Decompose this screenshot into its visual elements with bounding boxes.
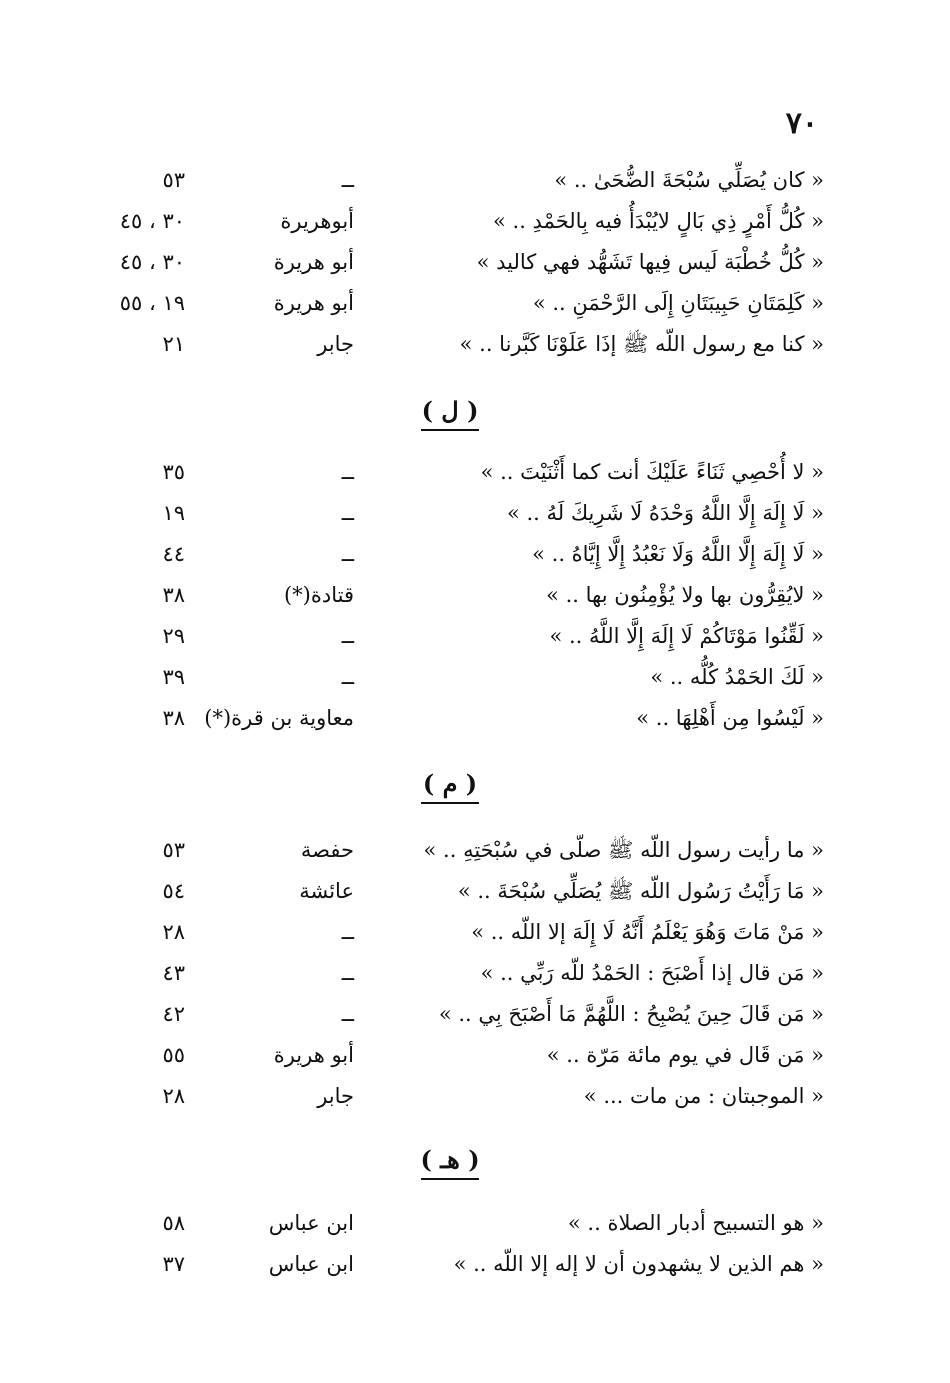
narrator: ــ (341, 542, 354, 566)
section-heading-label: ( ل ) (421, 396, 479, 425)
page-refs: ٥٣ (162, 168, 185, 192)
narrator: أبو هريرة (273, 291, 354, 315)
hadith-text: « مَن قال إذا أَصْبَحَ : الحَمْدُ للّه رَبِّي .. » (480, 961, 824, 985)
narrator: قتادة(*) (283, 583, 354, 607)
page-refs: ٣٥ (162, 460, 185, 484)
index-row (0, 283, 950, 324)
hadith-text: « كَلِمَتَانِ حَبِيبَتَانِ إِلَى الرَّحْمَنِ .. » (532, 291, 824, 315)
heading-underline (421, 429, 479, 431)
page-refs: ٣٨ (162, 706, 185, 730)
index-row (0, 201, 950, 242)
index-section-ha (0, 1203, 950, 1285)
index-row (0, 324, 950, 365)
page-refs: ٢٨ (162, 920, 185, 944)
narrator: ــ (341, 961, 354, 985)
index-row (0, 452, 950, 493)
index-row (0, 242, 950, 283)
index-section-lam (0, 452, 950, 739)
narrator: عائشة (299, 879, 354, 903)
index-row (0, 994, 950, 1035)
narrator: جابر (317, 1084, 354, 1108)
hadith-text: « كان يُصَلِّي سُبْحَةَ الضُّحَىٰ .. » (554, 168, 824, 192)
narrator: ــ (341, 920, 354, 944)
index-row (0, 160, 950, 201)
index-row (0, 1244, 950, 1285)
narrator: جابر (317, 332, 354, 356)
hadith-text: « لَا إِلَهَ إِلَّا اللَّهُ وَلَا نَعْبُدُ إِلَّا إِيَّاهُ .. » (532, 542, 824, 566)
index-row (0, 616, 950, 657)
page-refs: ٥٣ (162, 838, 185, 862)
narrator: أبو هريرة (273, 1043, 354, 1067)
section-heading-lam (420, 393, 480, 431)
index-row (0, 1076, 950, 1117)
narrator: أبو هريرة (273, 250, 354, 274)
hadith-text: « لا أُحْصِي ثَنَاءً عَلَيْكَ أنت كما أَثْنَيْتَ .. » (480, 460, 824, 484)
narrator: ابن عباس (268, 1252, 354, 1276)
page-refs: ٤٤ (162, 542, 185, 566)
narrator: ــ (341, 168, 354, 192)
page-refs: ١٩ (162, 501, 185, 525)
index-row (0, 493, 950, 534)
narrator: ــ (341, 501, 354, 525)
narrator: ــ (341, 460, 354, 484)
page-refs: ٣٧ (162, 1252, 185, 1276)
narrator: أبوهريرة (280, 209, 354, 233)
hadith-text: « هم الذين لا يشهدون أن لا إله إلا اللّه .. » (453, 1252, 824, 1276)
page-refs: ٥٨ (162, 1211, 185, 1235)
hadith-text: « كُلُّ أَمْرٍ ذِي بَالٍ لايُبْدَأُ فيه بِالحَمْدِ .. » (493, 209, 824, 233)
index-row (0, 1203, 950, 1244)
hadith-text: « ما رأيت رسول اللّه ﷺ صلّى في سُبْحَتِهِ .. » (423, 838, 824, 862)
page-refs: ٣٠ ، ٤٥ (119, 209, 185, 233)
page-refs: ٤٣ (162, 961, 185, 985)
hadith-text: « هو التسبيح أدبار الصلاة .. » (567, 1211, 824, 1235)
page-refs: ٥٤ (162, 879, 185, 903)
section-heading-mim (420, 766, 480, 804)
narrator: ــ (341, 665, 354, 689)
page-refs: ١٩ ، ٥٥ (119, 291, 185, 315)
hadith-text: « لَقِّنُوا مَوْتَاكُمْ لَا إِلَهَ إِلَّا اللَّهُ .. » (549, 624, 824, 648)
narrator: ــ (341, 624, 354, 648)
index-row (0, 830, 950, 871)
hadith-text: « كنا مع رسول اللّه ﷺ إذَا عَلَوْنَا كَبَّرنا .. » (459, 332, 824, 356)
index-section-kaf (0, 160, 950, 365)
index-row (0, 657, 950, 698)
heading-underline (421, 802, 479, 804)
hadith-text: « مَنْ مَاتَ وَهُوَ يَعْلَمُ أَنَّهُ لَا إِلَهَ إلا اللّه .. » (471, 920, 824, 944)
narrator: ــ (341, 1002, 354, 1026)
hadith-text: « مَن قَال في يوم مائة مَرّة .. » (546, 1043, 824, 1067)
page-refs: ٢٩ (162, 624, 185, 648)
hadith-text: « الموجبتان : من مات ... » (583, 1084, 824, 1108)
hadith-text: « لَا إِلَهَ إِلَّا اللَّهُ وَحْدَهُ لَا شَرِيكَ لَهُ .. » (506, 501, 824, 525)
narrator: معاوية بن قرة(*) (204, 706, 354, 730)
narrator: حفصة (300, 838, 354, 862)
index-row (0, 912, 950, 953)
page-refs: ٢١ (162, 332, 185, 356)
hadith-text: « كُلُّ خُطْبَة لَيس فِيها تَشَهُّد فهي كاليد » (476, 250, 824, 274)
page-number: ٧٠ (785, 106, 818, 141)
index-row (0, 534, 950, 575)
section-heading-label: ( هـ ) (420, 1145, 480, 1174)
index-row (0, 871, 950, 912)
index-row (0, 575, 950, 616)
index-section-mim (0, 830, 950, 1117)
section-heading-label: ( م ) (422, 769, 478, 798)
page-refs: ٣٠ ، ٤٥ (119, 250, 185, 274)
hadith-text: « مَا رَأَيْتُ رَسُول اللّه ﷺ يُصَلِّي سُبْحَةَ .. » (457, 879, 824, 903)
page-refs: ٣٩ (162, 665, 185, 689)
hadith-text: « لَيْسُوا مِن أَهْلِهَا .. » (636, 706, 824, 730)
section-heading-ha (420, 1142, 480, 1180)
index-row (0, 953, 950, 994)
page-refs: ٤٢ (162, 1002, 185, 1026)
hadith-text: « لَكَ الحَمْدُ كُلُّه .. » (650, 665, 824, 689)
narrator: ابن عباس (268, 1211, 354, 1235)
page-refs: ٥٥ (162, 1043, 185, 1067)
index-row (0, 1035, 950, 1076)
page-refs: ٣٨ (162, 583, 185, 607)
heading-underline (421, 1178, 479, 1180)
page-refs: ٢٨ (162, 1084, 185, 1108)
hadith-text: « لايُقِرُّون بها ولا يُؤْمِنُون بها .. » (546, 583, 824, 607)
index-row (0, 698, 950, 739)
hadith-text: « مَن قَالَ حِينَ يُصْبِحُ : اللَّهُمَّ مَا أَصْبَحَ بِي .. » (438, 1002, 824, 1026)
